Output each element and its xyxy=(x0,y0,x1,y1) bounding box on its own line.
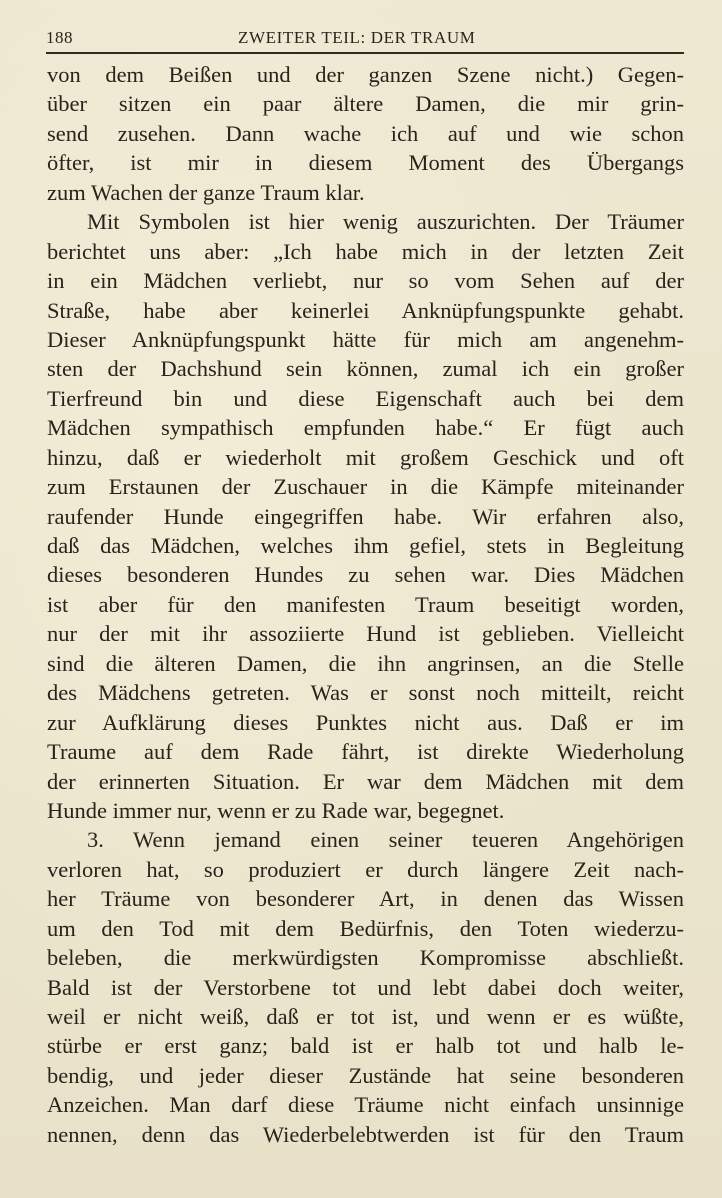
text-line: verloren hat, so produziert er durch längere Zeit nach- xyxy=(47,856,684,882)
text-line: Straße, habe aber keinerlei Anknüpfungspunkte gehabt. xyxy=(47,297,684,323)
text-line: beleben, die merkwürdigsten Kompromisse abschließt. xyxy=(47,945,684,971)
text-line: hinzu, daß er wiederholt mit großem Geschick und oft xyxy=(47,444,684,470)
text-line: zum Wachen der ganze Traum klar. xyxy=(47,179,365,205)
text-line: öfter, ist mir in diesem Moment des Übergangs xyxy=(47,150,684,176)
running-head xyxy=(46,28,684,52)
text-line: Dieser Anknüpfungspunkt hätte für mich am angenehm- xyxy=(47,326,684,352)
text-line: der erinnerten Situation. Er war dem Mädchen mit dem xyxy=(47,768,684,794)
text-line: Bald ist der Verstorbene tot und lebt dabei doch weiter, xyxy=(47,974,684,1000)
running-title: ZWEITER TEIL: DER TRAUM xyxy=(238,28,476,47)
text-line: Traume auf dem Rade fährt, ist direkte Wiederholung xyxy=(47,739,684,765)
text-line: bendig, und jeder dieser Zustände hat seine besonderen xyxy=(47,1062,684,1088)
text-line: berichtet uns aber: „Ich habe mich in der letzten Zeit xyxy=(47,238,684,264)
text-line: Anzeichen. Man darf diese Träume nicht einfach unsinnige xyxy=(47,1092,684,1118)
header-rule xyxy=(46,52,684,54)
text-line: nur der mit ihr assoziierte Hund ist geblieben. Vielleicht xyxy=(47,621,684,647)
text-line: nennen, denn das Wiederbelebtwerden ist für den Traum xyxy=(47,1121,684,1147)
text-line: Tierfreund bin und diese Eigenschaft auch bei dem xyxy=(47,385,684,411)
text-line: zur Aufklärung dieses Punktes nicht aus. Daß er im xyxy=(47,709,684,735)
text-line: um den Tod mit dem Bedürfnis, den Toten wiederzu- xyxy=(47,915,684,941)
text-line: sten der Dachshund sein können, zumal ich ein großer xyxy=(47,356,684,382)
text-line: Hunde immer nur, wenn er zu Rade war, begegnet. xyxy=(47,797,505,823)
text-line: raufender Hunde eingegriffen habe. Wir erfahren also, xyxy=(47,503,684,529)
page-number: 188 xyxy=(46,28,73,47)
text-line: send zusehen. Dann wache ich auf und wie schon xyxy=(47,120,684,146)
text-line: des Mädchens getreten. Was er sonst noch mitteilt, reicht xyxy=(47,680,684,706)
text-line: stürbe er erst ganz; bald ist er halb tot und halb le- xyxy=(47,1033,684,1059)
text-line: sind die älteren Damen, die ihn angrinsen, an die Stelle xyxy=(47,650,684,676)
text-line: Mit Symbolen ist hier wenig auszurichten. Der Träumer xyxy=(87,209,684,235)
text-line: dieses besonderen Hundes zu sehen war. Dies Mädchen xyxy=(47,562,684,588)
text-line: weil er nicht weiß, daß er tot ist, und wenn er es wüßte, xyxy=(47,1004,684,1029)
text-line: zum Erstaunen der Zuschauer in die Kämpfe miteinander xyxy=(47,474,684,500)
text-line: daß das Mädchen, welches ihm gefiel, stets in Begleitung xyxy=(47,533,684,558)
text-line: 3. Wenn jemand einen seiner teueren Angehörigen xyxy=(87,827,684,853)
text-line: ist aber für den manifesten Traum beseitigt worden, xyxy=(47,591,684,617)
body-text xyxy=(47,60,684,1149)
text-line: von dem Beißen und der ganzen Szene nicht.) Gegen- xyxy=(47,62,684,87)
text-line: über sitzen ein paar ältere Damen, die mir grin- xyxy=(47,91,684,117)
text-line: Mädchen sympathisch empfunden habe.“ Er fügt auch xyxy=(47,415,684,441)
text-line: in ein Mädchen verliebt, nur so vom Sehen auf der xyxy=(47,268,684,294)
text-line: her Träume von besonderer Art, in denen das Wissen xyxy=(47,886,684,912)
